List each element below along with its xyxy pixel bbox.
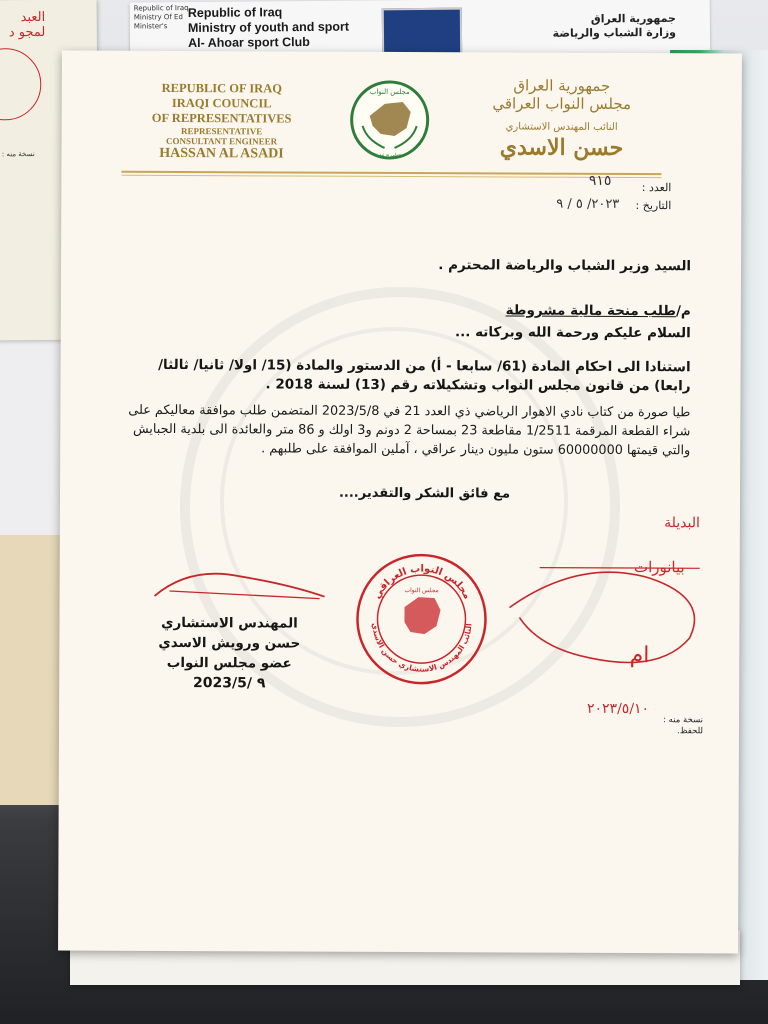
subject-line xyxy=(121,301,691,319)
subject-prefix: م/ xyxy=(675,303,691,320)
reference-number-label: العدد : xyxy=(641,181,672,195)
letter-date-label: التاريخ : xyxy=(635,199,672,213)
note-handwriting: العبد لمجو د xyxy=(8,9,46,41)
parliament-emblem xyxy=(344,78,434,162)
copy-to-item: للحفظ. xyxy=(677,726,704,737)
signer-role: عضو مجلس النواب xyxy=(166,654,292,672)
handwritten-oval xyxy=(0,48,42,121)
letter-date-value: ٢٠٢٣/ ٥ / ٩ xyxy=(556,196,620,212)
closing-line: مع فائق الشكر والتقدير.... xyxy=(338,485,511,502)
signature-block xyxy=(149,613,309,694)
club-logo xyxy=(382,8,462,57)
background-letter-small-text: Republic of Iraq Ministry Of Ed Minister's xyxy=(133,4,189,31)
background-card xyxy=(0,535,62,805)
letter-date xyxy=(556,196,672,213)
signer-name: حسن ورويش الاسدي xyxy=(158,634,301,652)
handwritten-signature-loop xyxy=(499,547,710,678)
official-letter xyxy=(58,51,742,954)
background-letter-arabic: جمهورية العراق وزارة الشباب والرياضة xyxy=(552,11,677,40)
letterhead-arabic: جمهورية العراق مجلس النواب العراقي النائب المهندس الاستشاري حسن الاسدي xyxy=(492,76,632,161)
signature-scribble xyxy=(150,556,330,607)
svg-text:مجلس النواب العراقي xyxy=(372,563,473,601)
signature-date: 2023/5/ ٩ xyxy=(192,675,266,692)
subject-text: طلب منحة مالية مشروطة xyxy=(505,302,677,320)
note-copy-label: نسخة منه : xyxy=(1,150,35,159)
reference-number xyxy=(588,172,672,195)
official-stamp xyxy=(354,552,490,688)
paragraph-legal-basis: استنادا الى احكام المادة (61/ سابعا - أ) من الدستور والمادة (15/ اولا/ ثانيا/ ثالثا/ رابعا) من قانون مجلس النواب وتشكيلاته رقم (13) لسنة 2018 . xyxy=(158,356,691,395)
background-letter-english: Republic of Iraq Ministry of youth and sport Al- Ahoar sport Club xyxy=(187,5,350,51)
letterhead-rule-thin xyxy=(121,175,661,178)
recipient-line: السيد وزير الشباب والرياضة المحترم . xyxy=(438,257,692,275)
copy-to-label: نسخة منه : xyxy=(663,715,704,726)
emblem-motto: نه جولي نه تيه تنه xyxy=(372,152,407,159)
greeting: السلام عليكم ورحمة الله وبركاته ... xyxy=(455,324,691,342)
handwritten-annotation: بيانورات xyxy=(633,558,685,577)
emblem-label: مجلس النواب xyxy=(369,87,410,97)
stamp-center-label: مجلس النواب xyxy=(404,587,439,595)
reference-number-value: ٩١٥ xyxy=(588,172,612,189)
stamp-inner-text: النائب المهندس الاستشاري حسن الاسدي xyxy=(370,622,474,674)
paragraph-request: طيا صورة من كتاب نادي الاهوار الرياضي ذي العدد 21 في 2023/5/8 المتضمن طلب موافقة معاليكم على شراء القطعة المرقمة 1/2511 مقاطعة 23 بمساحة 2 دونم و3 اولك و 86 متر والعائدة الى بلدية الجبايش والتي قيمتها 60000000 ستون مليون دينار عراقي ، آملين الموافقة على طلبهم . xyxy=(128,402,691,459)
handwritten-annotation: البديلة xyxy=(664,515,700,532)
handwritten-date: ٢٠٢٣/٥/١٠ xyxy=(586,700,650,718)
handwritten-initials: ام xyxy=(629,643,650,669)
letterhead-english: REPUBLIC OF IRAQ IRAQI COUNCIL OF REPRESENTATIVES REPRESENTATIVE CONSULTANT ENGINEER HASSAN AL ASADI xyxy=(151,80,292,162)
stamp-outer-text: مجلس النواب العراقي xyxy=(371,563,473,602)
signer-title: المهندس الاستشاري xyxy=(161,614,298,632)
copy-to xyxy=(663,715,703,737)
